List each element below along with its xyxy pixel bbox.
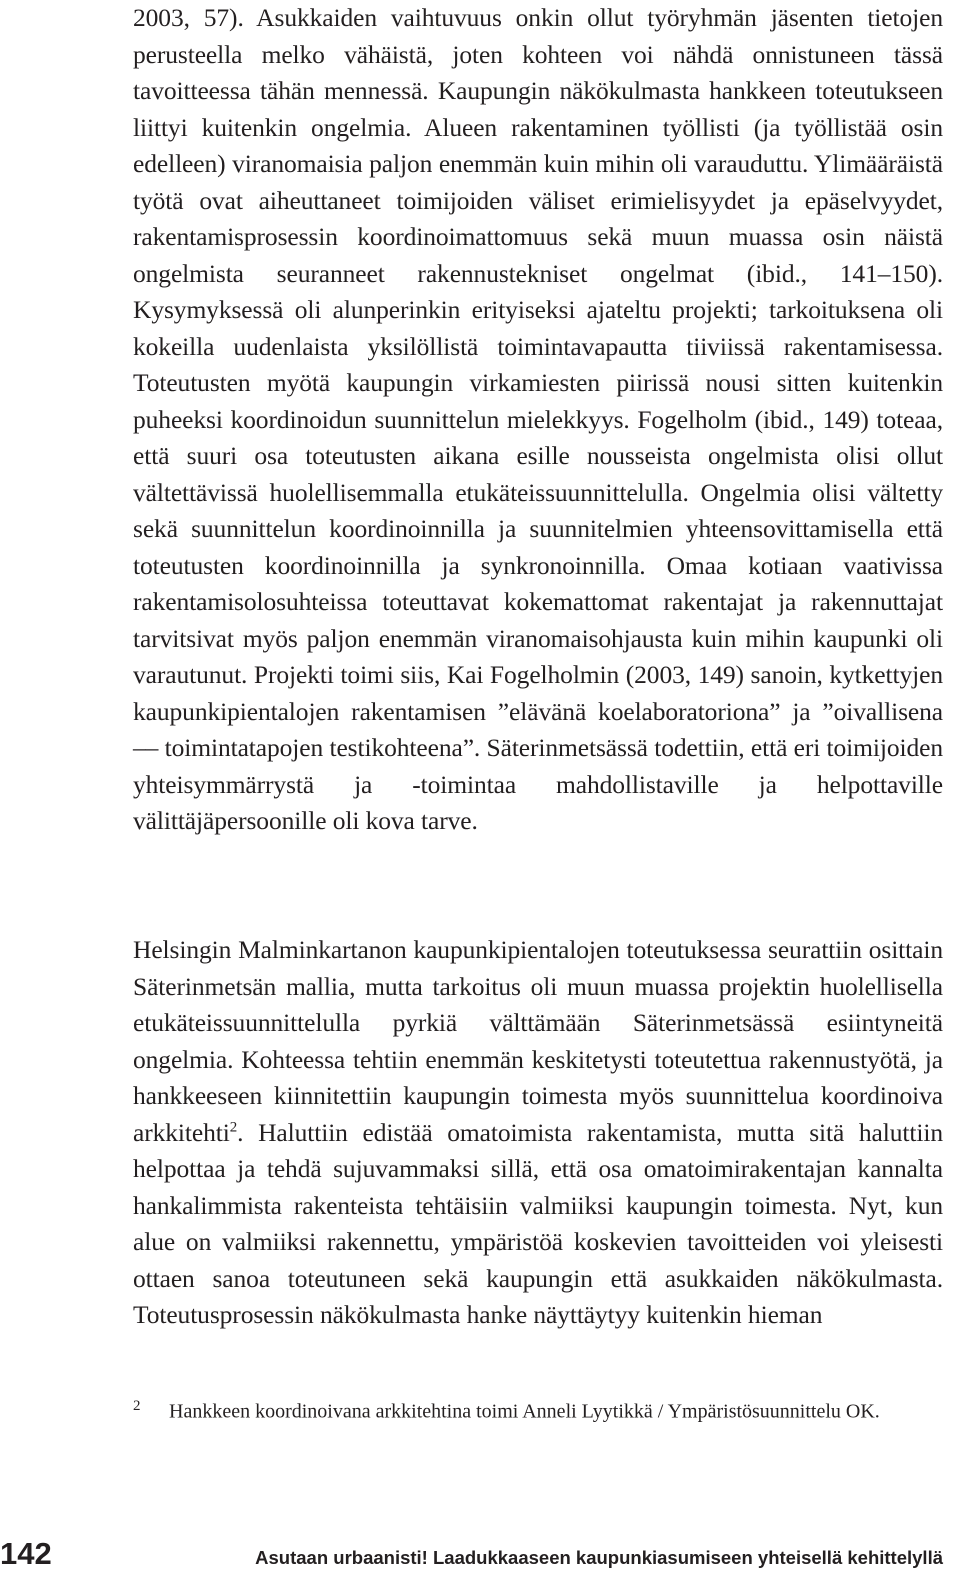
- running-footer-title: Asutaan urbaanisti! Laadukkaaseen kaupunkiasumiseen yhteisellä kehittelyllä: [255, 1547, 943, 1568]
- footnote-reference[interactable]: 2: [229, 1119, 238, 1135]
- paragraph-text-part-2: . Haluttiin edistää omatoimista rakentamista, mutta sitä haluttiin helpottaa ja tehdä sujuvammaksi sillä, että osa omatoimirakentajan kannalta hankalimmista rakenteista tehtäisiin valmiiksi kaupungin toimesta. Nyt, kun alue on valmiiksi rakennettu, ympäristöä koskevien tavoitteiden voi yleisesti ottaen sanoa toteutuneen sekä kaupungin että asukkaiden näkökulmasta. Toteutusprosessin näkökulmasta hanke näyttäytyy kuitenkin hieman: [133, 1117, 943, 1329]
- paragraph-text-part-1: Helsingin Malminkartanon kaupunkipientalojen toteutuksessa seurattiin osittain Säterinmetsän mallia, mutta tarkoitus oli muun muassa projektin huolellisella etukäteissuunnittelulla pyrkiä välttämään Säterinmetsässä esiintyneitä ongelmia. Kohteessa tehtiin enemmän keskitetysti toteutettua rakennustyötä, ja hankkeeseen kiinnitettiin kaupungin toimesta myös suunnittelua koordinoiva arkkitehti: [133, 935, 943, 1147]
- paragraph-text: [133, 932, 943, 1334]
- footnote-text: Hankkeen koordinoivana arkkitehtina toimi Anneli Lyytikkä / Ympäristösuunnittelu OK.: [169, 1400, 880, 1423]
- body-paragraph-2: [133, 932, 943, 1334]
- body-paragraph-1: [133, 0, 943, 840]
- footnote: [133, 1390, 943, 1429]
- footnote-number: 2: [133, 1398, 141, 1414]
- page-number: 142: [0, 1536, 52, 1571]
- paragraph-text: 2003, 57). Asukkaiden vaihtuvuus onkin ollut työryhmän jäsenten tietojen perusteella melko vähäistä, joten kohteen voi nähdä onnistuneen tässä tavoitteessa tähän mennessä. Kaupungin näkökulmasta hankkeen toteutukseen liittyi kuitenkin ongelmia. Alueen rakentaminen työllisti (ja työllistää osin edelleen) viranomaisia paljon enemmän kuin mihin oli varauduttu. Ylimääräistä työtä ovat aiheuttaneet toimijoiden väliset erimielisyydet ja epäselvyydet, rakentamisprosessin koordinoimattomuus sekä muun muassa osin näistä ongelmista seuranneet rakennustekniset ongelmat (ibid., 141–150). Kysymyksessä oli alunperinkin erityiseksi ajateltu projekti; tarkoituksena oli kokeilla uudenlaista yksilöllistä toimintavapautta tiiviissä rakentamisessa. Toteutusten myötä kaupungin virkamiesten piirissä nousi sitten kuitenkin puheeksi koordinoidun suunnittelun mielekkyys. Fogelholm (ibid., 149) toteaa, että suuri osa toteutusten aikana esille nousseista ongelmista olisi ollut vältettävissä huolellisemmalla etukäteissuunnittelulla. Ongelmia olisi vältetty sekä suunnittelun koordinoinnilla ja suunnitelmien yhteensovittamisella että toteutusten koordinoinnilla ja synkronoinnilla. Omaa kotiaan vaativissa rakentamisolosuhteissa toteuttavat kokemattomat rakentajat ja rakennuttajat tarvitsivat myös paljon enemmän viranomaisohjausta kuin mihin kaupunki oli varautunut. Projekti toimi siis, Kai Fogelholmin (2003, 149) sanoin, kytkettyjen kaupunkipientalojen rakentamisen ”elävänä koelaboratoriona” ja ”oivallisena –– toimintatapojen testikohteena”. Säterinmetsässä todettiin, että eri toimijoiden yhteisymmärrystä ja -toimintaa mahdollistaville ja helpottaville välittäjäpersoonille oli kova tarve.: [133, 3, 943, 835]
